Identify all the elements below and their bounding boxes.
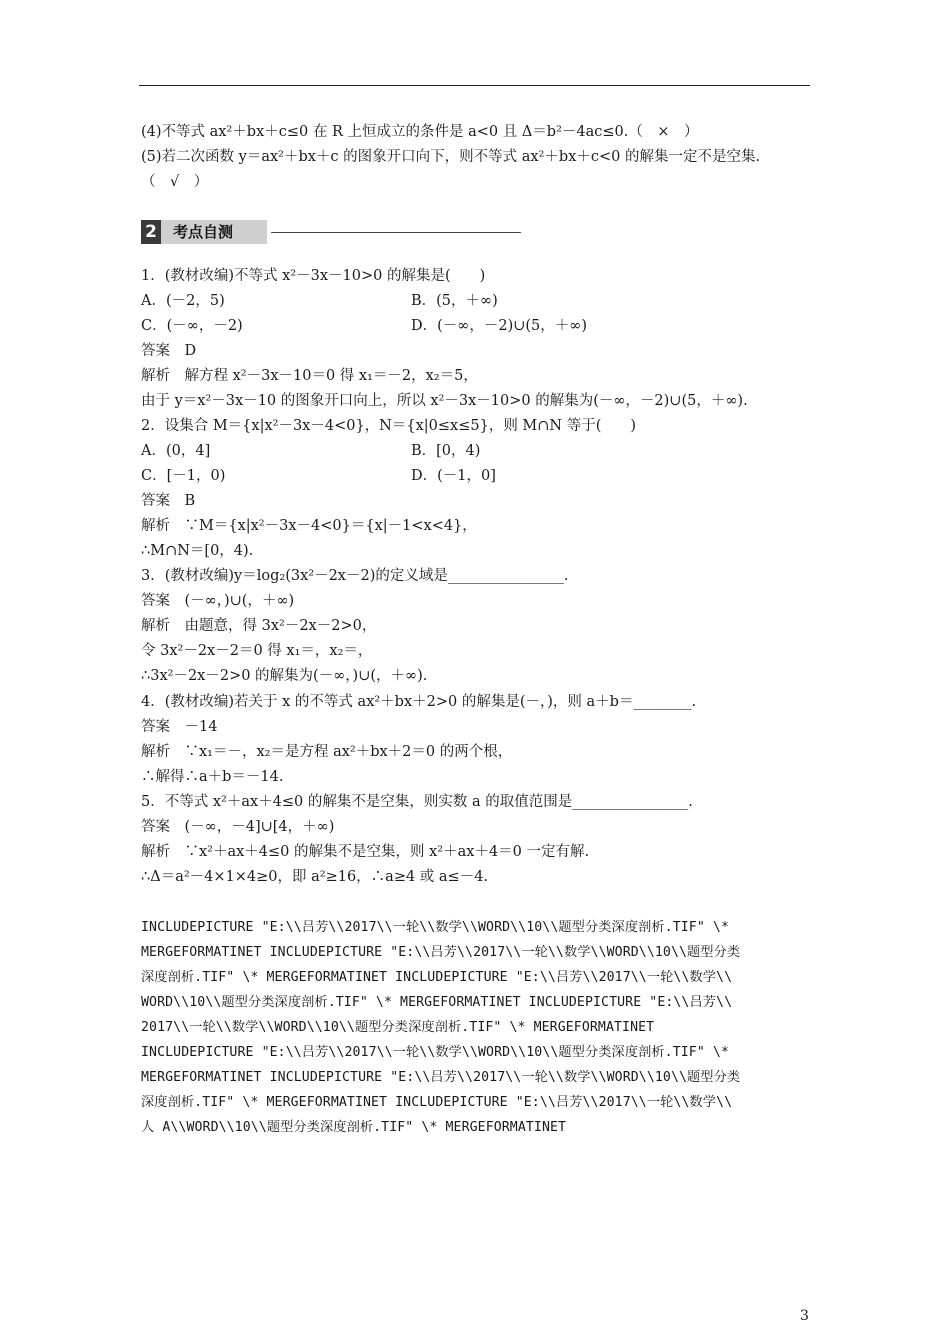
field-code-line: WORD\\10\\题型分类深度剖析.TIF" \* MERGEFORMATINET INCLUDEPICTURE "E:\\吕芳\\ xyxy=(141,995,733,1010)
section-number: 2 xyxy=(141,220,161,244)
section-rule xyxy=(271,232,521,233)
q3-analysis-1: 解析 由题意，得 3x²－2x－2>0， xyxy=(141,618,377,634)
q2-analysis-1: 解析 ∵M＝{x|x²－3x－4<0}＝{x|－1<x<4}， xyxy=(141,518,477,534)
field-code-line: 人 A\\WORD\\10\\题型分类深度剖析.TIF" \* MERGEFORMATINET xyxy=(141,1120,567,1135)
q4-stem: 4．(教材改编)若关于 x 的不等式 ax²＋bx＋2>0 的解集是(－，)，则 a＋b＝________. xyxy=(141,694,697,710)
q1-answer: 答案 D xyxy=(141,343,197,359)
q1-option-a: A．(－2，5) xyxy=(141,293,225,309)
q2-option-a: A．(0，4] xyxy=(141,443,211,459)
field-code-line: 2017\\一轮\\数学\\WORD\\10\\题型分类深度剖析.TIF" \* MERGEFORMATINET xyxy=(141,1020,655,1035)
q5-analysis-2: ∴Δ＝a²－4×1×4≥0，即 a²≥16，∴a≥4 或 a≤－4. xyxy=(141,869,489,885)
q4-analysis-1: 解析 ∵x₁＝－，x₂＝是方程 ax²＋bx＋2＝0 的两个根， xyxy=(141,744,513,760)
field-code-line: 深度剖析.TIF" \* MERGEFORMATINET INCLUDEPICTURE "E:\\吕芳\\2017\\一轮\\数学\\ xyxy=(141,970,733,985)
q5-analysis-1: 解析 ∵x²＋ax＋4≤0 的解集不是空集，则 x²＋ax＋4＝0 一定有解. xyxy=(141,844,590,860)
header-rule xyxy=(139,85,810,86)
q3-analysis-2: 令 3x²－2x－2＝0 得 x₁＝，x₂＝， xyxy=(141,643,373,659)
q2-analysis-2: ∴M∩N＝[0，4). xyxy=(141,543,254,559)
field-code-line: MERGEFORMATINET INCLUDEPICTURE "E:\\吕芳\\2017\\一轮\\数学\\WORD\\10\\题型分类 xyxy=(141,1070,741,1085)
q3-answer: 答案 (－∞，)∪(，＋∞) xyxy=(141,593,295,609)
q2-stem: 2．设集合 M＝{x|x²－3x－4<0}，N＝{x|0≤x≤5}，则 M∩N 等于( ) xyxy=(141,418,637,434)
q1-option-b: B．(5，＋∞) xyxy=(411,293,498,309)
q1-analysis-2: 由于 y＝x²－3x－10 的图象开口向上，所以 x²－3x－10>0 的解集为(－∞，－2)∪(5，＋∞). xyxy=(141,393,748,409)
q5-answer: 答案 (－∞，－4]∪[4，＋∞) xyxy=(141,819,335,835)
q2-option-d: D．(－1，0] xyxy=(411,468,496,484)
q5-stem: 5．不等式 x²＋ax＋4≤0 的解集不是空集，则实数 a 的取值范围是________________. xyxy=(141,794,693,810)
page-number: 3 xyxy=(800,1308,809,1324)
judgment-item-5-answer: （ √ ） xyxy=(141,174,209,190)
q3-analysis-3: ∴3x²－2x－2>0 的解集为(－∞，)∪(，＋∞). xyxy=(141,668,428,684)
q2-answer: 答案 B xyxy=(141,493,196,509)
q1-stem: 1．(教材改编)不等式 x²－3x－10>0 的解集是( ) xyxy=(141,268,486,284)
judgment-item-5: (5)若二次函数 y＝ax²＋bx＋c 的图象开口向下，则不等式 ax²＋bx＋c<0 的解集一定不是空集. xyxy=(141,149,761,165)
field-code-line: INCLUDEPICTURE "E:\\吕芳\\2017\\一轮\\数学\\WORD\\10\\题型分类深度剖析.TIF" \* xyxy=(141,920,730,935)
field-code-line: 深度剖析.TIF" \* MERGEFORMATINET INCLUDEPICTURE "E:\\吕芳\\2017\\一轮\\数学\\ xyxy=(141,1095,733,1110)
section-title: 考点自测 xyxy=(161,220,267,244)
judgment-item-4: (4)不等式 ax²＋bx＋c≤0 在 R 上恒成立的条件是 a<0 且 Δ＝b²－4ac≤0.（ × ） xyxy=(141,124,699,140)
q1-analysis-1: 解析 解方程 x²－3x－10＝0 得 x₁＝－2，x₂＝5， xyxy=(141,368,478,384)
q1-option-c: C．(－∞，－2) xyxy=(141,318,243,334)
section-header xyxy=(141,220,521,244)
q3-stem: 3．(教材改编)y＝log₂(3x²－2x－2)的定义域是________________. xyxy=(141,568,569,584)
field-code-block xyxy=(141,915,813,1140)
field-code-line: INCLUDEPICTURE "E:\\吕芳\\2017\\一轮\\数学\\WORD\\10\\题型分类深度剖析.TIF" \* xyxy=(141,1045,730,1060)
q2-option-b: B．[0，4) xyxy=(411,443,481,459)
q4-answer: 答案 －14 xyxy=(141,719,218,735)
q1-option-d: D．(－∞，－2)∪(5，＋∞) xyxy=(411,318,588,334)
q4-analysis-2: ∴解得∴a＋b＝－14. xyxy=(141,769,284,785)
q2-option-c: C．[－1，0) xyxy=(141,468,226,484)
field-code-line: MERGEFORMATINET INCLUDEPICTURE "E:\\吕芳\\2017\\一轮\\数学\\WORD\\10\\题型分类 xyxy=(141,945,741,960)
